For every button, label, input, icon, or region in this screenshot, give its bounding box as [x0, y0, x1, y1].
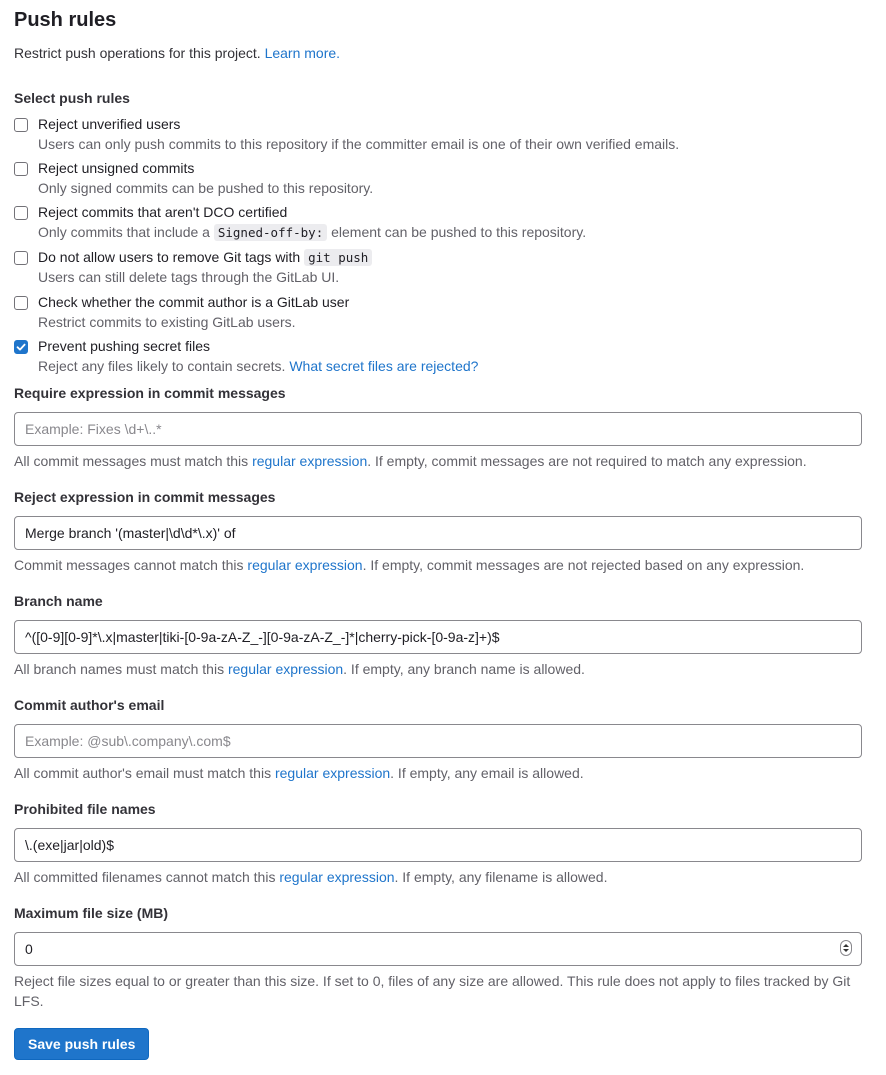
reject-expression-label: Reject expression in commit messages [14, 489, 276, 505]
reject-non-dco-help-after: element can be pushed to this repository. [331, 224, 587, 240]
author-email-help-after: . If empty, any email is allowed. [390, 765, 584, 781]
number-stepper-icon[interactable] [840, 940, 852, 956]
reject-non-dco-checkbox[interactable] [14, 206, 28, 220]
author-email-regex-link[interactable]: regular expression [274, 765, 391, 781]
decrement-icon[interactable] [843, 949, 849, 952]
reject-expression-help-before: Commit messages cannot match this [14, 557, 244, 573]
reject-non-dco-help [38, 224, 586, 240]
branch-name-help [14, 659, 870, 679]
author-email-input[interactable] [14, 724, 862, 758]
member-check-checkbox[interactable] [14, 296, 28, 310]
prohibited-files-label: Prohibited file names [14, 801, 156, 817]
require-expression-help-before: All commit messages must match this [14, 453, 249, 469]
require-expression-help-after: . If empty, commit messages are not required to match any expression. [367, 453, 807, 469]
max-file-size-label: Maximum file size (MB) [14, 905, 169, 921]
prevent-secrets-checkbox[interactable] [14, 340, 28, 354]
check-icon [16, 342, 26, 352]
branch-name-label: Branch name [14, 593, 103, 609]
signed-off-by-code: Signed-off-by: [214, 224, 327, 241]
prohibited-files-help-after: . If empty, any filename is allowed. [394, 869, 608, 885]
require-expression-regex-link[interactable]: regular expression [252, 453, 368, 469]
prevent-secrets-help-text: Reject any files likely to contain secrets. [38, 358, 286, 374]
prevent-secrets-help [38, 358, 478, 374]
prohibited-files-help [14, 867, 870, 887]
reject-unsigned-commits-help: Only signed commits can be pushed to this repository. [38, 180, 374, 196]
reject-unverified-users-label[interactable]: Reject unverified users [38, 116, 181, 132]
reject-unverified-users-help: Users can only push commits to this repository if the committer email is one of their own verified emails. [38, 136, 680, 152]
author-email-label: Commit author's email [14, 697, 165, 713]
branch-name-help-before: All branch names must match this [14, 661, 225, 677]
prohibited-files-input[interactable] [14, 828, 862, 862]
max-file-size-field [14, 932, 862, 966]
max-file-size-help: Reject file sizes equal to or greater than this size. If set to 0, files of any size are allowed. This rule does not apply to files tracked by Git LFS. [14, 973, 851, 1009]
select-push-rules-heading: Select push rules [14, 90, 130, 106]
member-check-help: Restrict commits to existing GitLab users. [38, 314, 296, 330]
branch-name-help-after: . If empty, any branch name is allowed. [343, 661, 585, 677]
secret-files-link[interactable]: What secret files are rejected? [289, 358, 479, 374]
branch-name-input[interactable] [14, 620, 862, 654]
page-intro [14, 45, 340, 61]
require-expression-label: Require expression in commit messages [14, 385, 286, 401]
reject-non-dco-label[interactable]: Reject commits that aren't DCO certified [38, 204, 288, 220]
member-check-label[interactable]: Check whether the commit author is a GitLab user [38, 294, 350, 310]
max-file-size-input[interactable] [14, 932, 862, 966]
increment-icon[interactable] [843, 944, 849, 947]
prevent-secrets-label[interactable]: Prevent pushing secret files [38, 338, 210, 354]
branch-name-regex-link[interactable]: regular expression [227, 661, 344, 677]
deny-delete-tag-label-text: Do not allow users to remove Git tags with [38, 249, 301, 265]
reject-expression-regex-link[interactable]: regular expression [247, 557, 363, 573]
reject-non-dco-help-before: Only commits that include a [38, 224, 210, 240]
require-expression-input[interactable] [14, 412, 862, 446]
save-push-rules-button[interactable]: Save push rules [14, 1028, 149, 1060]
deny-delete-tag-label[interactable] [38, 249, 372, 265]
learn-more-link[interactable]: Learn more. [264, 45, 341, 61]
deny-delete-tag-help: Users can still delete tags through the GitLab UI. [38, 269, 340, 285]
page-title: Push rules [14, 9, 117, 31]
prohibited-files-help-before: All committed filenames cannot match this [14, 869, 276, 885]
author-email-help [14, 763, 870, 783]
intro-text: Restrict push operations for this project. [14, 45, 261, 61]
reject-unsigned-commits-label[interactable]: Reject unsigned commits [38, 160, 195, 176]
reject-unverified-users-checkbox[interactable] [14, 118, 28, 132]
reject-unsigned-commits-checkbox[interactable] [14, 162, 28, 176]
author-email-help-before: All commit author's email must match this [14, 765, 272, 781]
prohibited-files-regex-link[interactable]: regular expression [279, 869, 395, 885]
deny-delete-tag-checkbox[interactable] [14, 251, 28, 265]
git-push-code: git push [304, 249, 372, 266]
require-expression-help [14, 451, 870, 471]
reject-expression-input[interactable] [14, 516, 862, 550]
reject-expression-help [14, 555, 870, 575]
reject-expression-help-after: . If empty, commit messages are not rejected based on any expression. [362, 557, 805, 573]
